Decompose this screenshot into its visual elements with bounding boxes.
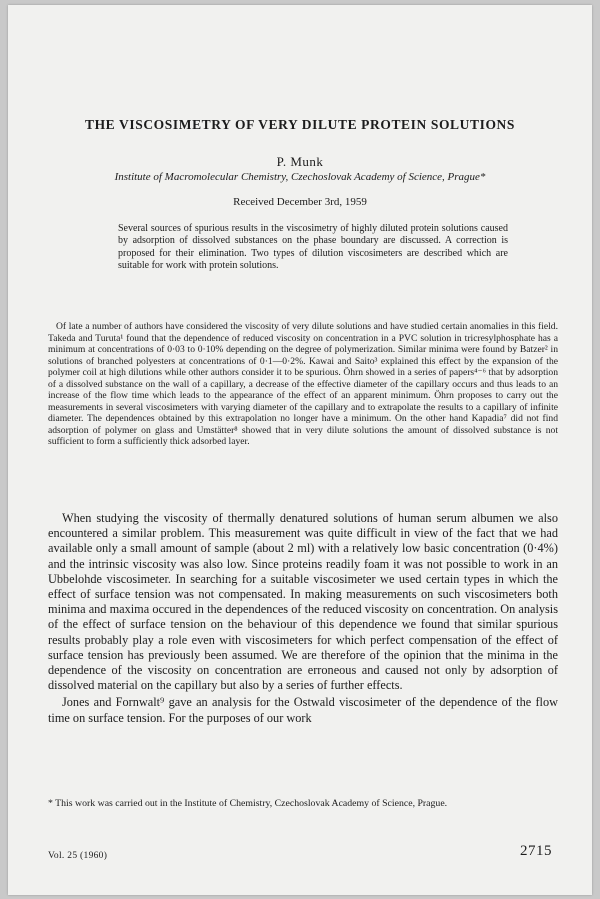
body-paragraph-1: When studying the viscosity of thermally denatured solutions of human serum albumen we also encountered a similar problem. This measurement was quite difficult in view of the fact that we had available only a small amount of sample (about 2 ml) with a relatively low basic concentration (0·4%) and the intrinsic viscosity was also low. Since proteins readily foam it was not possible to work in an Ubbelohde viscosimeter. In searching for a suitable viscosimeter we used certain types in which the effect of surface tension was not compensated. In making measurements on such viscosimeters both minima and maxima occured in the dependences of the reduced viscosity on concentration. On analysis of the effect of surface tension on the behaviour of this dependence we found that similar spurious results probably play a role even with viscosimeters for which perfect compensation of the effect of surface tension has previously been assumed. We are therefore of the opinion that the minima in the dependence of the viscosity on concentration are erroneous and caused not only by adsorption of dissolved material on the capillary but also by a series of further effects.	[48, 511, 558, 693]
received-date: Received December 3rd, 1959	[233, 196, 367, 208]
paper-title: THE VISCOSIMETRY OF VERY DILUTE PROTEIN SOLUTIONS	[84, 117, 516, 132]
footnote: * This work was carried out in the Institute of Chemistry, Czechoslovak Academy of Science, Prague.	[48, 798, 448, 809]
intro-paragraph: Of late a number of authors have considered the viscosity of very dilute solutions and have studied certain anomalies in this field. Takeda and Turuta¹ found that the dependence of reduced viscosity on concentration in a PVC solution in tricresylphosphate has a minimum at concentrations of 0·03 to 0·10% depending on the degree of polymerization. Similar minima were found by Batzer² in solutions of branched polyesters at concentrations of 0·1—0·2%. Kawai and Saito³ explained this effect by the expansion of the polymer coil at high dilutions while other authors consider it to be spurious. Öhrn showed in a series of papers⁴⁻⁶ that by adsorption of a dissolved substance on the wall of a capillary, a decrease of the effective diameter of the capillary occurs and thus leads to an increase of the flow time which leads to the appearance of the effect of an apparent minimum. Öhrn proposes to carry out the measurements in several viscosimeters with varying diameter of the capillary and to extrapolate the results to a capillary of infinite diameter. The dependences obtained by this extrapolation no longer have a minimum. On the other hand Kapadia⁷ did not find adsorption of polymer on glass and Umstätter⁸ showed that in very dilute solutions the amount of dissolved substance is not sufficient to form a sufficiently thick adsorbed layer.	[48, 321, 558, 448]
author-name: P. Munk	[276, 154, 324, 169]
paper-page	[8, 5, 592, 895]
author-affiliation: Institute of Macromolecular Chemistry, Czechoslovak Academy of Science, Prague*	[114, 171, 486, 183]
page-number: 2715	[520, 843, 552, 859]
body-paragraph-2: Jones and Fornwalt⁹ gave an analysis for the Ostwald viscosimeter of the dependence of the flow time on surface tension. For the purposes of our work	[48, 695, 558, 725]
body-text	[48, 511, 558, 726]
journal-volume: Vol. 25 (1960)	[48, 851, 108, 861]
abstract: Several sources of spurious results in the viscosimetry of highly diluted protein solutions caused by adsorption of dissolved substances on the phase boundary are discussed. A correction is proposed for their elimination. Two types of dilution viscosimeters are described which are suitable for work with protein solutions.	[118, 223, 508, 272]
